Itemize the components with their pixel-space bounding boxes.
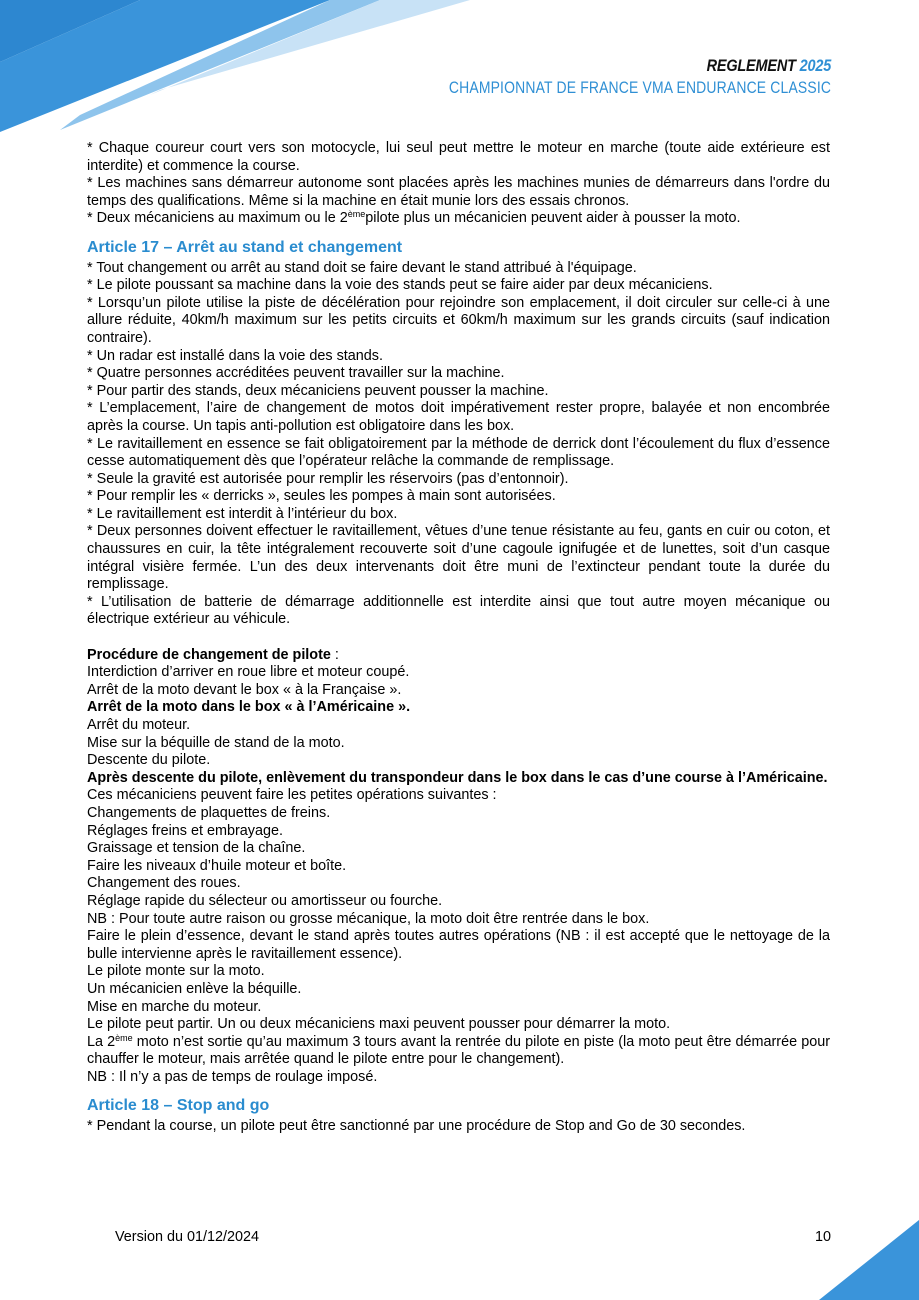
procedure-line: Réglage rapide du sélecteur ou amortisseur ou fourche.: [87, 892, 443, 909]
procedure-line: Graissage et tension de la chaîne.: [87, 840, 306, 857]
article-17-item: * Quatre personnes accréditées peuvent travailler sur la machine.: [87, 365, 505, 382]
article-17-item: * Lorsqu’un pilote utilise la piste de décélération pour rejoindre son emplacement, il doit circuler sur celle-ci à une allure réduite, 40km/h maximum sur les petits circuits et 60km/h maximum sur les grands circuits (sauf indication contraire).: [87, 294, 830, 346]
procedure-line: Le pilote monte sur la moto.: [87, 963, 265, 980]
procedure-line: Interdiction d’arriver en roue libre et moteur coupé.: [87, 664, 410, 681]
article-17-item: * Tout changement ou arrêt au stand doit se faire devant le stand attribué à l'équipage.: [87, 259, 637, 276]
article-18-item: * Pendant la course, un pilote peut être sanctionné par une procédure de Stop and Go de 30 secondes.: [87, 1118, 746, 1135]
document-header: [365, 56, 831, 98]
championship-name: CHAMPIONNAT DE FRANCE VMA ENDURANCE CLASSIC: [448, 78, 831, 97]
procedure-lines-b: [87, 717, 830, 770]
article-17-item: * L’utilisation de batterie de démarrage additionnelle est interdite ainsi que tout autre moyen mécanique ou électrique extérieur au véhicule.: [87, 593, 830, 628]
article-17-item: * Le pilote poussant sa machine dans la voie des stands peut se faire aider par deux mécaniciens.: [87, 277, 713, 294]
article-17-item: * Pour remplir les « derricks », seules les pompes à main sont autorisées.: [87, 488, 556, 505]
procedure-line: Réglages freins et embrayage.: [87, 822, 283, 839]
article-18-list: [87, 1118, 830, 1136]
procedure-line: Faire le plein d’essence, devant le stand après toutes autres opérations (NB : il est accepté que le nettoyage de la bulle intervienne après le ravitaillement essence).: [87, 928, 830, 962]
document-body: [87, 140, 830, 1136]
regulation-title: [435, 56, 831, 76]
procedure-line: NB : Pour toute autre raison ou grosse mécanique, la moto doit être rentrée dans le box.: [87, 910, 650, 927]
regulation-label: REGLEMENT: [706, 56, 796, 75]
article-17-item: * Le ravitaillement en essence se fait obligatoirement par la méthode de derrick dont l’écoulement du flux d’essence cesse automatiquement dès que l’opérateur relâche la commande de remplissage.: [87, 435, 830, 470]
second-moto-paragraph: La 2ème moto n’est sortie qu’au maximum 3 tours avant la rentrée du pilote en piste (la moto peut être démarrée pour chauffer le moteur, mais arrêtée quand le pilote entre pour le changement).: [87, 1032, 830, 1068]
article-17-item: * Deux personnes doivent effectuer le ravitaillement, vêtues d’une tenue résistante au feu, gants en cuir ou coton, et chaussures en cuir, la tête intégralement recouverte soit d’une cagoule ignifugée et de lunettes, soit d’un casque intégral visière fermée. L’un des deux intervenants doit être muni de l’extincteur pendant toute la durée du remplissage.: [87, 523, 830, 593]
article-17-list: [87, 260, 830, 629]
procedure-last-line: NB : Il n’y a pas de temps de roulage imposé.: [87, 1068, 378, 1085]
procedure-line: Arrêt de la moto devant le box « à la Française ».: [87, 681, 402, 698]
article-17-item: * Le ravitaillement est interdit à l’intérieur du box.: [87, 505, 398, 522]
procedure-line: Mise en marche du moteur.: [87, 998, 262, 1015]
procedure-line: Changement des roues.: [87, 875, 241, 892]
procedure-line: Descente du pilote.: [87, 752, 211, 769]
intro-paragraph: * Les machines sans démarreur autonome sont placées après les machines munies de démarreurs dans l'ordre du temps des qualifications. Même si la machine en était munie lors des essais chronos.: [87, 175, 830, 209]
procedure-line: Le pilote peut partir. Un ou deux mécaniciens maxi peuvent pousser pour démarrer la moto.: [87, 1016, 671, 1033]
corner-decoration-bottom-right: [819, 1220, 919, 1300]
article-17-item: * L’emplacement, l’aire de changement de motos doit impérativement rester propre, balayée et non encombrée après la course. Un tapis anti-pollution est obligatoire dans les box.: [87, 400, 830, 434]
page-number: 10: [814, 1229, 831, 1245]
procedure-line: Ces mécaniciens peuvent faire les petites opérations suivantes :: [87, 787, 497, 804]
procedure-line: Un mécanicien enlève la béquille.: [87, 980, 302, 997]
procedure-heading: Procédure de changement de pilote :: [87, 646, 339, 663]
article-17-item: * Un radar est installé dans la voie des stands.: [87, 347, 383, 364]
article-17-item: * Seule la gravité est autorisée pour remplir les réservoirs (pas d’entonnoir).: [87, 470, 569, 487]
version-date: Version du 01/12/2024: [115, 1229, 260, 1245]
procedure-line: Faire les niveaux d’huile moteur et boîte.: [87, 857, 347, 874]
procedure-line: Changements de plaquettes de freins.: [87, 804, 331, 821]
procedure-bold-line: Après descente du pilote, enlèvement du transpondeur dans le box dans le cas d’une course à l’Américaine.: [87, 769, 828, 786]
procedure-lines-c: [87, 787, 830, 1033]
regulation-year: 2025: [799, 56, 831, 75]
procedure-line: Arrêt du moteur.: [87, 717, 191, 733]
intro-paragraph: * Deux mécaniciens au maximum ou le 2èmepilote plus un mécanicien peuvent aider à pousser la moto.: [87, 209, 741, 227]
procedure-bold-line: Arrêt de la moto dans le box « à l’Américaine ».: [87, 699, 411, 716]
article-17-heading: Article 17 – Arrêt au stand et changement: [87, 238, 403, 256]
article-18-heading: Article 18 – Stop and go: [87, 1097, 270, 1115]
article-17-item: * Pour partir des stands, deux mécaniciens peuvent pousser la machine.: [87, 382, 549, 399]
intro-paragraph: * Chaque coureur court vers son motocycle, lui seul peut mettre le moteur en marche (toute aide extérieure est interdite) et commence la course.: [87, 140, 830, 174]
procedure-line: Mise sur la béquille de stand de la moto.: [87, 734, 345, 751]
procedure-lines-a: [87, 664, 830, 699]
